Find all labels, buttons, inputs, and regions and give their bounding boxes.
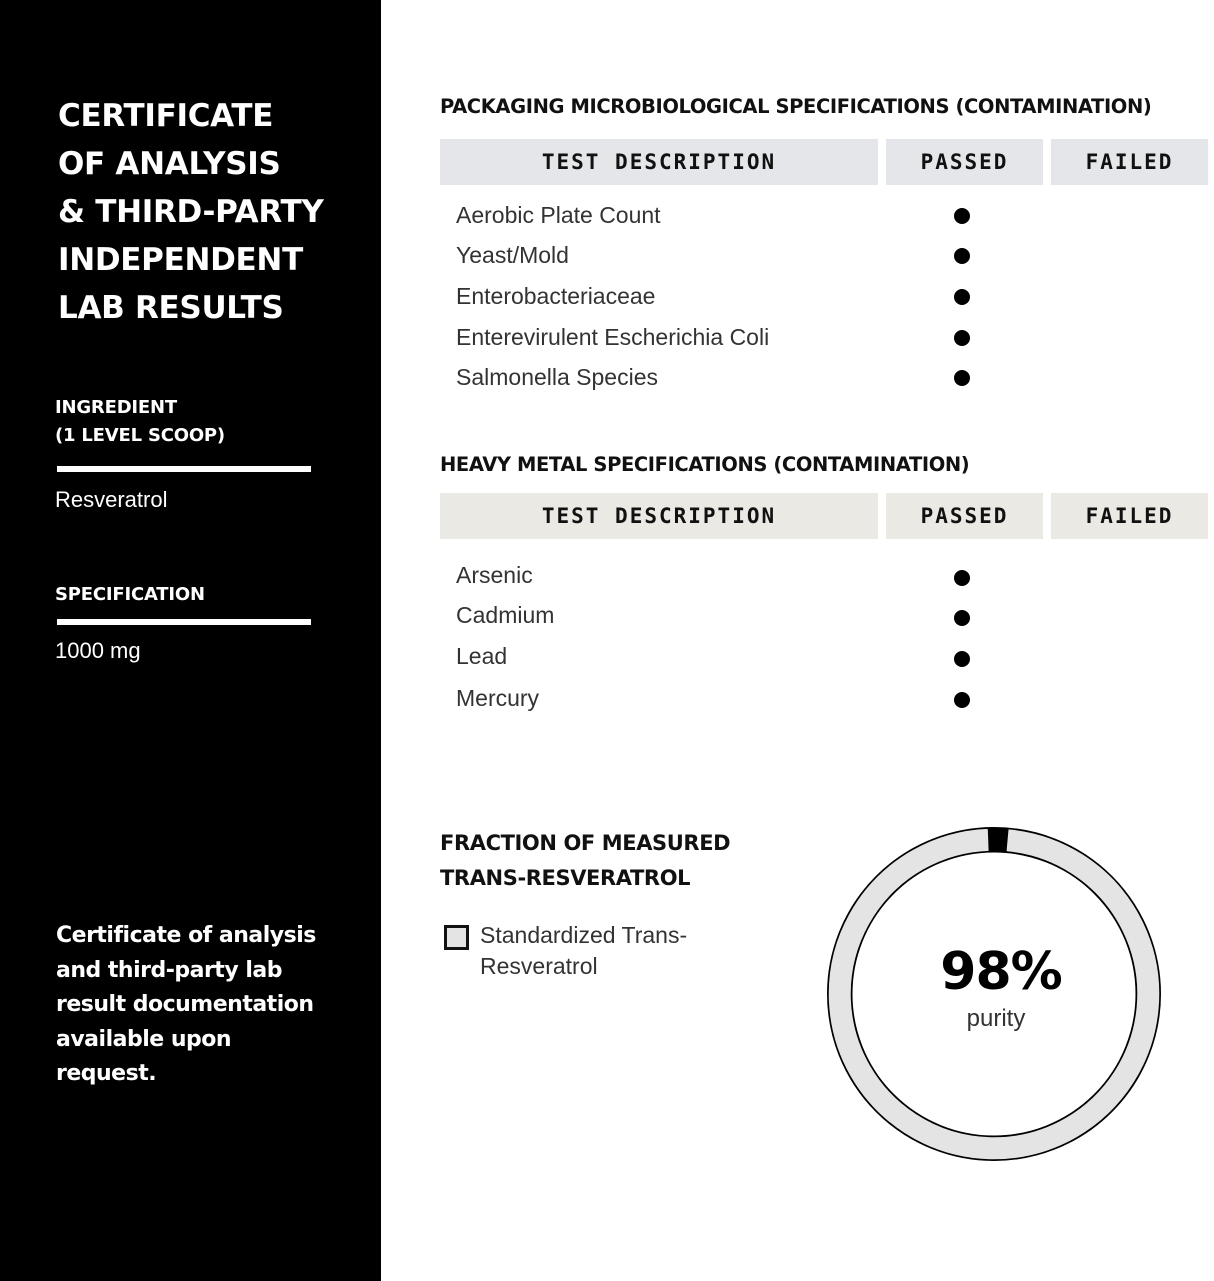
fraction-title-line: FRACTION OF MEASURED <box>440 831 731 855</box>
legend-label-line: Standardized Trans- <box>480 922 688 948</box>
packaging-header-passed: PASSED <box>886 139 1043 185</box>
ingredient-divider <box>57 466 311 472</box>
packaging-section-title: PACKAGING MICROBIOLOGICAL SPECIFICATIONS (CONTAMINATION) <box>440 95 1152 118</box>
title-line: CERTIFICATE <box>58 98 274 134</box>
packaging-row-label: Enterevirulent Escherichia Coli <box>456 324 770 350</box>
heavy-metal-header-passed: PASSED <box>886 493 1043 539</box>
availability-note <box>56 919 356 1092</box>
ingredient-label-line: (1 LEVEL SCOOP) <box>55 425 225 446</box>
passed-dot <box>954 651 970 667</box>
legend-label <box>480 920 687 982</box>
passed-dot <box>954 248 970 264</box>
note-line: available upon <box>56 1026 232 1052</box>
packaging-row-label: Enterobacteriaceae <box>456 283 656 309</box>
passed-dot <box>954 208 970 224</box>
passed-dot <box>954 692 970 708</box>
title-line: OF ANALYSIS <box>58 146 281 182</box>
legend-swatch <box>444 925 469 950</box>
packaging-row-label: Yeast/Mold <box>456 242 569 268</box>
specification-divider <box>57 619 311 625</box>
page-title <box>58 92 358 332</box>
ingredient-label <box>55 394 225 450</box>
title-line: LAB RESULTS <box>58 290 284 326</box>
title-line: INDEPENDENT <box>58 242 303 278</box>
purity-label: purity <box>966 1005 1026 1032</box>
packaging-header-description: TEST DESCRIPTION <box>440 139 878 185</box>
ingredient-value: Resveratrol <box>55 487 168 512</box>
purity-percent: 98% <box>940 942 1062 1002</box>
fraction-title-line: TRANS-RESVERATROL <box>440 866 691 890</box>
heavy-metal-row-label: Arsenic <box>456 562 533 588</box>
passed-dot <box>954 570 970 586</box>
title-line: & THIRD-PARTY <box>58 194 324 230</box>
sidebar <box>0 0 381 1281</box>
ingredient-label-line: INGREDIENT <box>55 397 177 418</box>
note-line: result documentation <box>56 992 314 1017</box>
passed-dot <box>954 610 970 626</box>
note-line: and third-party lab <box>56 957 282 983</box>
passed-dot <box>954 370 970 386</box>
specification-label-line: SPECIFICATION <box>55 584 205 605</box>
passed-dot <box>954 330 970 346</box>
passed-dot <box>954 289 970 305</box>
specification-label <box>55 581 205 609</box>
fraction-title <box>440 826 730 896</box>
specification-value: 1000 mg <box>55 638 141 663</box>
note-line: request. <box>56 1061 157 1086</box>
heavy-metal-header-description: TEST DESCRIPTION <box>440 493 878 539</box>
packaging-header-failed: FAILED <box>1051 139 1208 185</box>
heavy-metal-header-failed: FAILED <box>1051 493 1208 539</box>
packaging-row-label: Aerobic Plate Count <box>456 202 661 228</box>
heavy-metal-row-label: Cadmium <box>456 602 555 628</box>
note-line: Certificate of analysis <box>56 923 316 948</box>
heavy-metal-row-label: Mercury <box>456 685 540 711</box>
heavy-metal-section-title: HEAVY METAL SPECIFICATIONS (CONTAMINATION) <box>440 453 970 476</box>
donut-slice-remainder <box>988 840 1007 841</box>
heavy-metal-row-label: Lead <box>456 643 508 669</box>
legend-label-line: Resveratrol <box>480 953 598 979</box>
packaging-row-label: Salmonella Species <box>456 364 659 390</box>
